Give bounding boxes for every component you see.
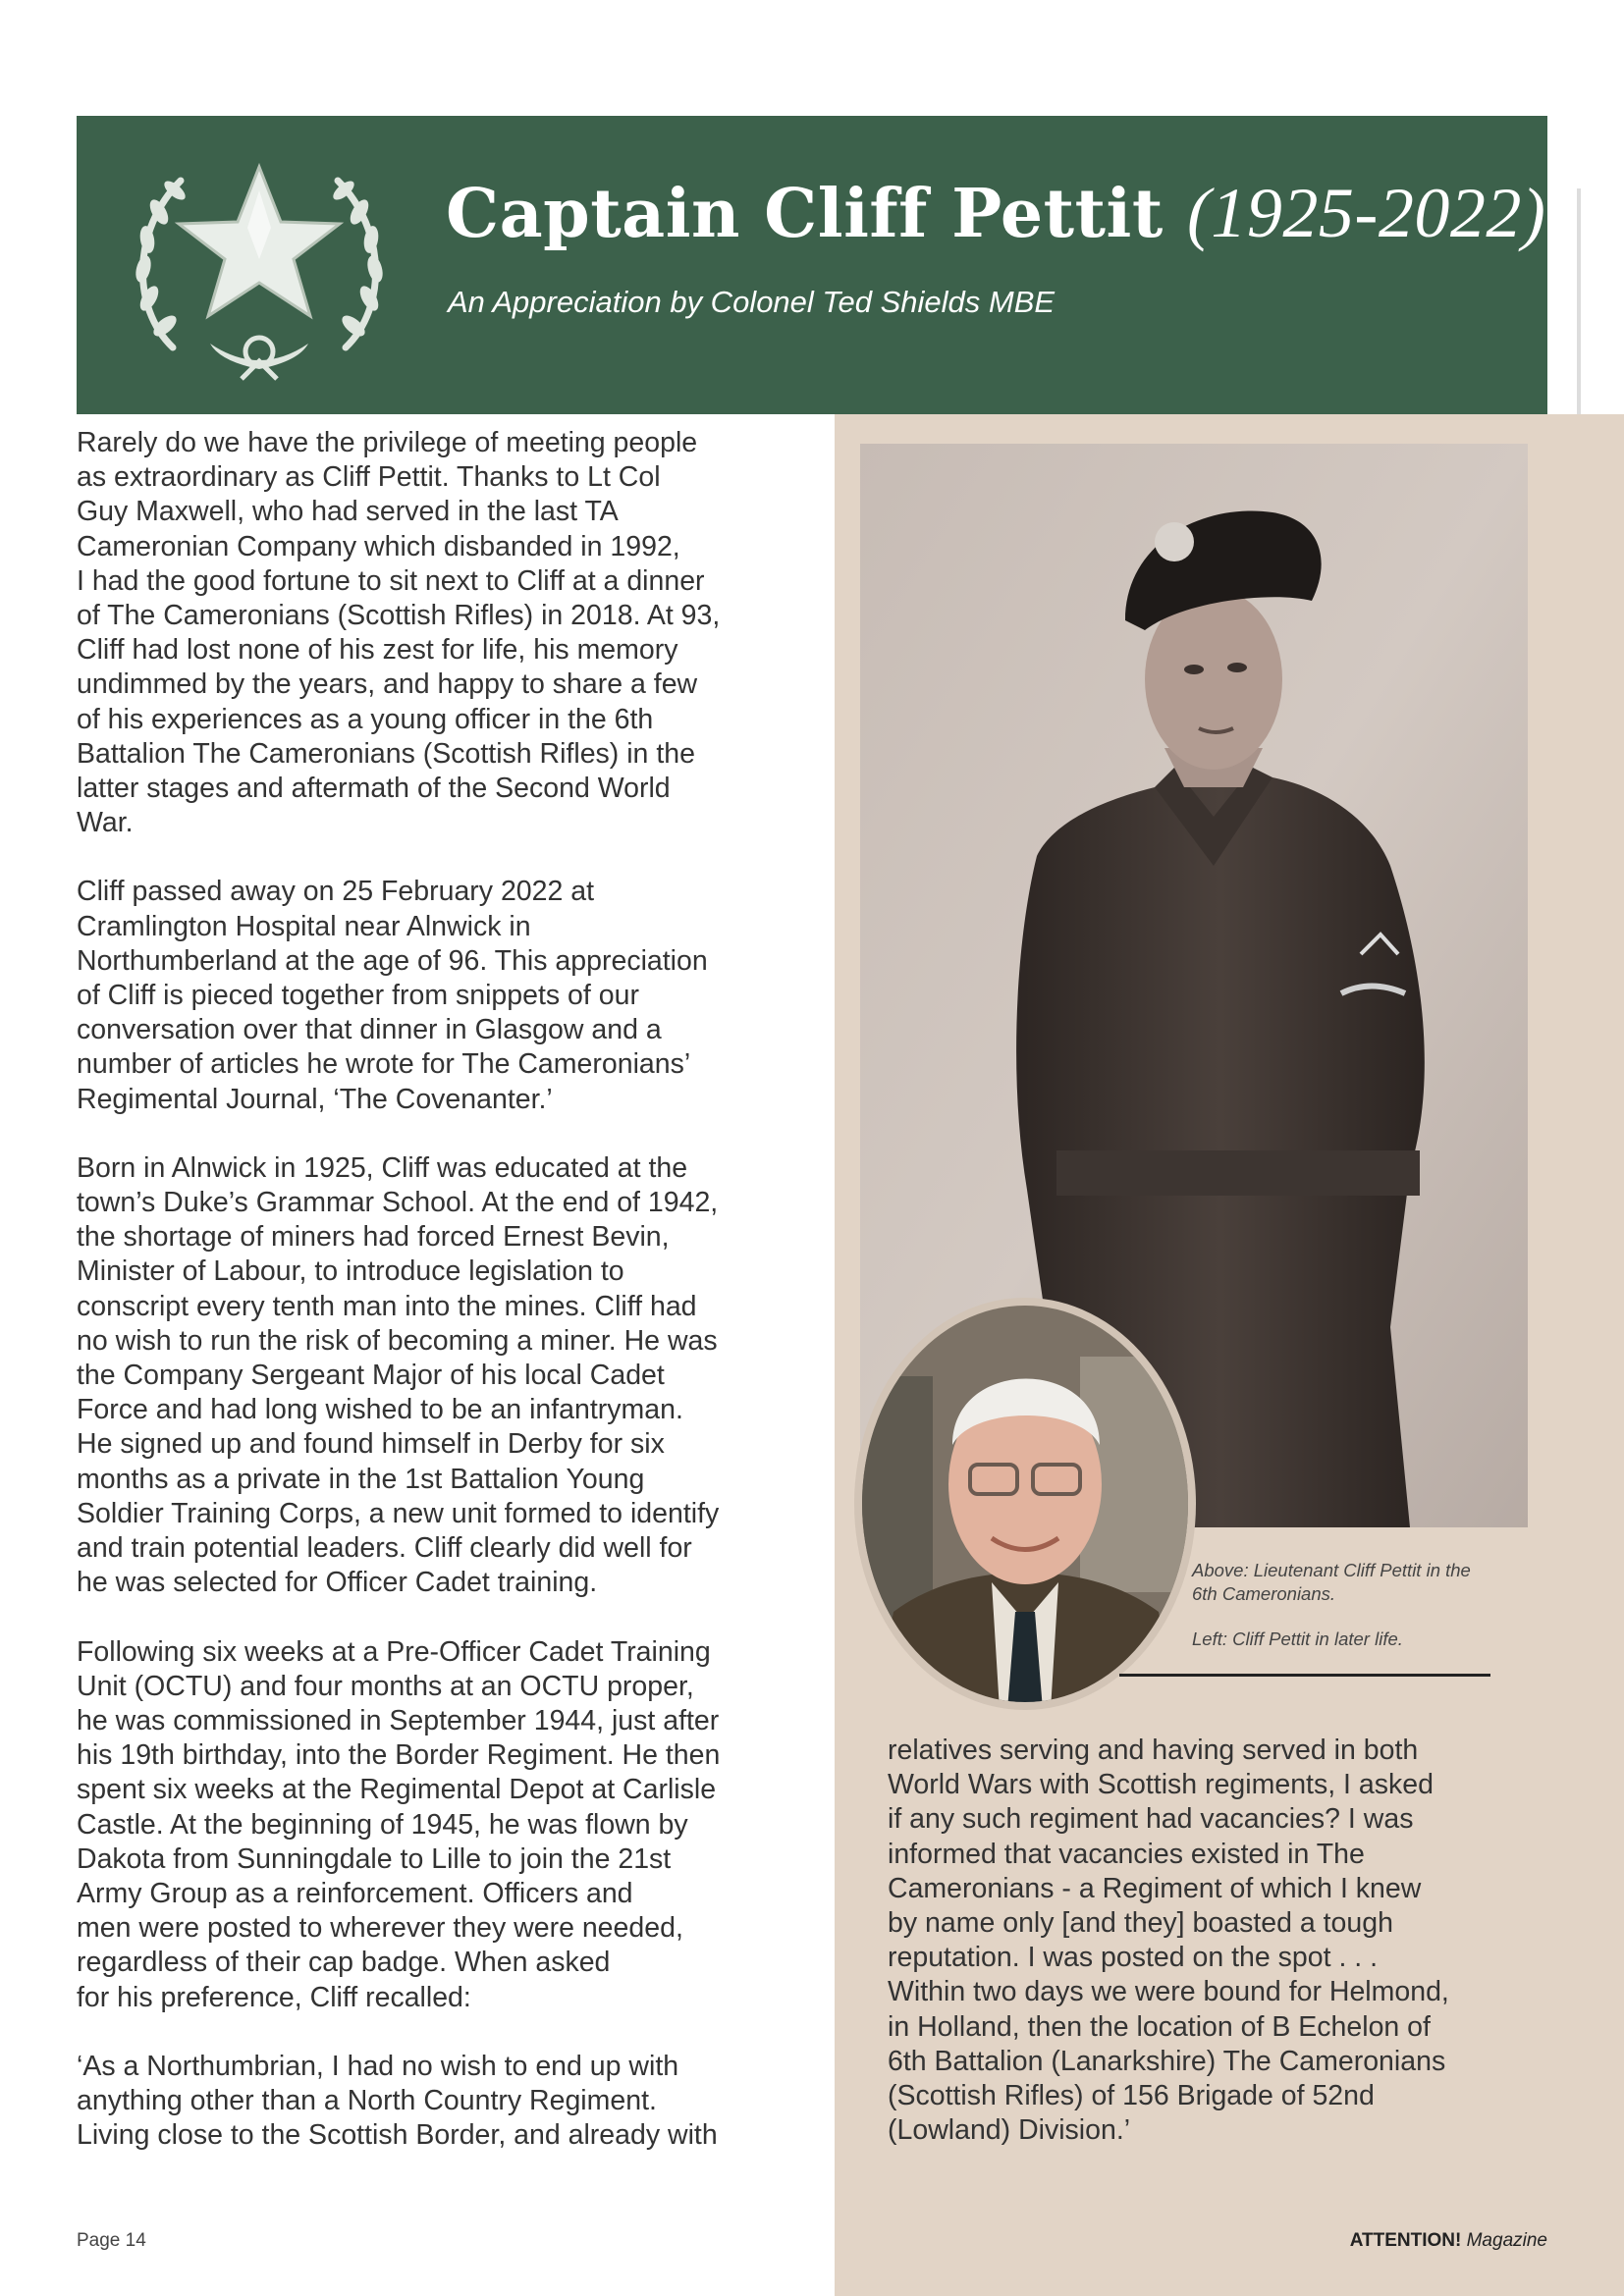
paragraph: Born in Alnwick in 1925, Cliff was educated at the town’s Duke’s Grammar School. At the end of 1942, the shortage of miners had forced Ernest Bevin, Minister of Labour, to introduce legislation to conscript every tenth man into the mines. Cliff had no wish to run the risk of becoming a miner. He was the Company Sergeant Major of his local Cadet Force and had long wished to be an infantryman. He signed up and found himself in Derby for six months as a private in the 1st Battalion Young Soldier Training Corps, a new unit formed to identify and train potential leaders. Cliff clearly did well for he was selected for Officer Cadet training. (77, 1151, 720, 1599)
byline: An Appreciation by Colonel Ted Shields MBE (448, 285, 1056, 319)
magazine-name (1350, 2230, 1547, 2252)
magazine-brand: ATTENTION! (1349, 2230, 1462, 2251)
article-right-column (888, 1734, 1516, 2148)
title-name: Captain Cliff Pettit (446, 175, 1164, 253)
caption-above: Above: Lieutenant Cliff Pettit in the 6th Cameronians. (1192, 1560, 1471, 1604)
regimental-crest-icon (112, 151, 406, 395)
paragraph: Cliff passed away on 25 February 2022 at Cramlington Hospital near Alnwick in Northumberland at the age of 96. This appreciation of Cliff is pieced together from snippets of our conversation over that dinner in Glasgow and a number of articles he wrote for The Cameronians’ Regimental Journal, ‘The Covenanter.’ (77, 876, 708, 1115)
paragraph: Following six weeks at a Pre-Officer Cadet Training Unit (OCTU) and four months at an OCTU proper, he was commissioned in September 1944, just after his 19th birthday, into the Border Regiment. He then spent six weeks at the Regimental Depot at Carlisle Castle. At the beginning of 1945, he was flown by Dakota from Sunningdale to Lille to join the 21st Army Group as a reinforcement. Officers and men were posted to wherever they were needed, regardless of their cap badge. When asked for his preference, Cliff recalled: (77, 1635, 721, 2013)
article-header (77, 116, 1547, 414)
title-years: (1925-2022) (1186, 174, 1546, 252)
elderly-portrait-photo (854, 1298, 1196, 1710)
page-number: Page 14 (77, 2230, 146, 2251)
header-edge-divider (1577, 188, 1581, 414)
page-title (446, 173, 1545, 254)
paragraph: Rarely do we have the privilege of meeting people as extraordinary as Cliff Pettit. Thanks to Lt Col Guy Maxwell, who had served in the last TA Cameronian Company which disbanded in 1992, I had the good fortune to sit next to Cliff at a dinner of The Cameronians (Scottish Rifles) in 2018. At 93, Cliff had lost none of his zest for life, his memory undimmed by the years, and happy to share a few of his experiences as a young officer in the 6th Battalion The Cameronians (Scottish Rifles) in the latter stages and aftermath of the Second World War. (77, 427, 721, 839)
article-left-column (77, 426, 764, 2187)
caption-left: Left: Cliff Pettit in later life. (1192, 1629, 1403, 1649)
photo-caption (1192, 1559, 1526, 1651)
caption-divider (1119, 1674, 1490, 1677)
magazine-suffix: Magazine (1461, 2230, 1547, 2251)
paragraph: ‘As a Northumbrian, I had no wish to end up with anything other than a North Country Regiment. Living close to the Scottish Border, and already with (77, 2050, 718, 2152)
paragraph: relatives serving and having served in both World Wars with Scottish regiments, I asked if any such regiment had vacancies? I was informed that vacancies existed in The Cameronians - a Regiment of which I knew by name only [and they] boasted a tough reputation. I was posted on the spot . . . Within two days we were bound for Helmond, in Holland, then the location of B Echelon of 6th Battalion (Lanarkshire) The Cameronians (Scottish Rifles) of 156 Brigade of 52nd (Lowland) Division.’ (888, 1735, 1449, 2147)
